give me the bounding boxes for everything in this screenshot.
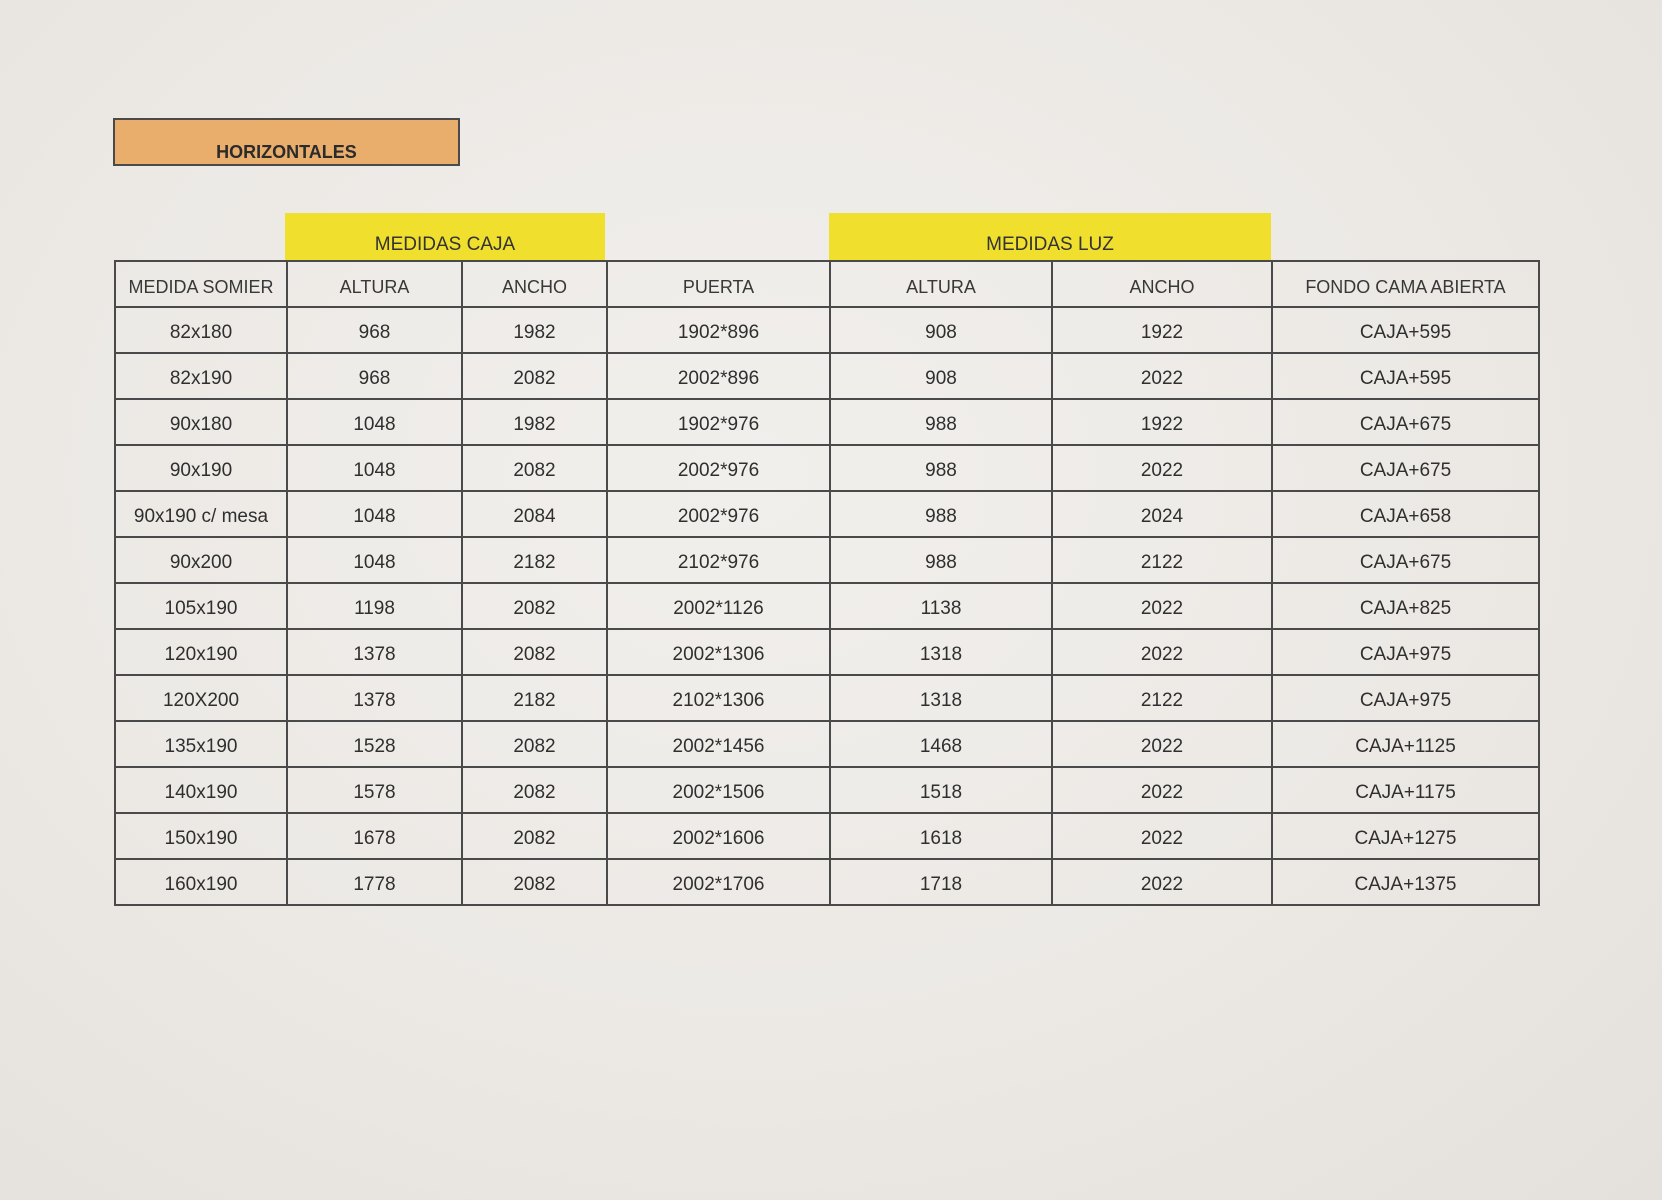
cell-caja-ancho: 1982 xyxy=(462,399,607,445)
cell-caja-altura: 1578 xyxy=(287,767,462,813)
cell-medida-somier: 90x200 xyxy=(115,537,287,583)
cell-luz-altura: 1468 xyxy=(830,721,1052,767)
table-row xyxy=(115,721,1539,767)
table-row xyxy=(115,767,1539,813)
table-header-row xyxy=(115,261,1539,307)
cell-medida-somier: 160x190 xyxy=(115,859,287,905)
cell-caja-altura: 1378 xyxy=(287,675,462,721)
table-row xyxy=(115,537,1539,583)
cell-caja-ancho: 2082 xyxy=(462,721,607,767)
cell-medida-somier: 82x190 xyxy=(115,353,287,399)
cell-puerta: 2002*1126 xyxy=(607,583,830,629)
cell-caja-altura: 1048 xyxy=(287,445,462,491)
column-header-caja-altura: ALTURA xyxy=(287,261,462,307)
cell-caja-altura: 968 xyxy=(287,353,462,399)
cell-fondo-cama-abierta: CAJA+675 xyxy=(1272,445,1539,491)
cell-luz-ancho: 2022 xyxy=(1052,859,1272,905)
cell-luz-altura: 988 xyxy=(830,491,1052,537)
cell-puerta: 2002*1506 xyxy=(607,767,830,813)
cell-medida-somier: 140x190 xyxy=(115,767,287,813)
cell-caja-ancho: 2084 xyxy=(462,491,607,537)
cell-fondo-cama-abierta: CAJA+595 xyxy=(1272,353,1539,399)
table-row xyxy=(115,491,1539,537)
cell-luz-ancho: 2022 xyxy=(1052,445,1272,491)
cell-medida-somier: 150x190 xyxy=(115,813,287,859)
group-header-medidas-luz: MEDIDAS LUZ xyxy=(829,213,1271,260)
cell-luz-altura: 988 xyxy=(830,445,1052,491)
cell-caja-ancho: 2082 xyxy=(462,813,607,859)
cell-luz-ancho: 2022 xyxy=(1052,629,1272,675)
cell-puerta: 2002*1606 xyxy=(607,813,830,859)
cell-caja-ancho: 2182 xyxy=(462,537,607,583)
cell-medida-somier: 90x190 c/ mesa xyxy=(115,491,287,537)
cell-caja-altura: 1048 xyxy=(287,491,462,537)
cell-fondo-cama-abierta: CAJA+975 xyxy=(1272,629,1539,675)
cell-caja-ancho: 2082 xyxy=(462,859,607,905)
cell-luz-ancho: 1922 xyxy=(1052,307,1272,353)
table-row xyxy=(115,307,1539,353)
cell-luz-altura: 1618 xyxy=(830,813,1052,859)
cell-luz-altura: 908 xyxy=(830,307,1052,353)
cell-luz-altura: 1318 xyxy=(830,629,1052,675)
cell-fondo-cama-abierta: CAJA+1125 xyxy=(1272,721,1539,767)
cell-caja-ancho: 2182 xyxy=(462,675,607,721)
cell-puerta: 2002*1456 xyxy=(607,721,830,767)
cell-fondo-cama-abierta: CAJA+1375 xyxy=(1272,859,1539,905)
table-row xyxy=(115,445,1539,491)
cell-luz-altura: 1518 xyxy=(830,767,1052,813)
table-row xyxy=(115,813,1539,859)
measurements-table-container xyxy=(114,260,1538,906)
cell-luz-ancho: 2022 xyxy=(1052,813,1272,859)
cell-luz-ancho: 2022 xyxy=(1052,767,1272,813)
cell-medida-somier: 120X200 xyxy=(115,675,287,721)
cell-caja-altura: 1048 xyxy=(287,537,462,583)
table-row xyxy=(115,353,1539,399)
cell-puerta: 2102*976 xyxy=(607,537,830,583)
cell-puerta: 2002*1706 xyxy=(607,859,830,905)
cell-fondo-cama-abierta: CAJA+675 xyxy=(1272,399,1539,445)
column-header-puerta: PUERTA xyxy=(607,261,830,307)
cell-medida-somier: 120x190 xyxy=(115,629,287,675)
cell-caja-ancho: 2082 xyxy=(462,353,607,399)
cell-puerta: 2102*1306 xyxy=(607,675,830,721)
cell-medida-somier: 90x190 xyxy=(115,445,287,491)
column-header-medida-somier: MEDIDA SOMIER xyxy=(115,261,287,307)
table-row xyxy=(115,399,1539,445)
table-body xyxy=(115,307,1539,905)
cell-medida-somier: 105x190 xyxy=(115,583,287,629)
table-row xyxy=(115,583,1539,629)
cell-puerta: 1902*896 xyxy=(607,307,830,353)
cell-puerta: 2002*976 xyxy=(607,445,830,491)
cell-medida-somier: 82x180 xyxy=(115,307,287,353)
cell-luz-altura: 1138 xyxy=(830,583,1052,629)
cell-fondo-cama-abierta: CAJA+1275 xyxy=(1272,813,1539,859)
cell-luz-altura: 908 xyxy=(830,353,1052,399)
table-row xyxy=(115,859,1539,905)
cell-puerta: 2002*1306 xyxy=(607,629,830,675)
cell-puerta: 2002*896 xyxy=(607,353,830,399)
cell-caja-ancho: 2082 xyxy=(462,767,607,813)
group-header-medidas-caja: MEDIDAS CAJA xyxy=(285,213,605,260)
cell-caja-ancho: 2082 xyxy=(462,445,607,491)
cell-luz-ancho: 2022 xyxy=(1052,721,1272,767)
column-header-luz-ancho: ANCHO xyxy=(1052,261,1272,307)
cell-caja-ancho: 2082 xyxy=(462,583,607,629)
cell-caja-altura: 1048 xyxy=(287,399,462,445)
cell-caja-altura: 968 xyxy=(287,307,462,353)
cell-puerta: 2002*976 xyxy=(607,491,830,537)
cell-luz-altura: 1718 xyxy=(830,859,1052,905)
cell-caja-ancho: 2082 xyxy=(462,629,607,675)
cell-luz-ancho: 2022 xyxy=(1052,353,1272,399)
cell-luz-ancho: 2122 xyxy=(1052,675,1272,721)
cell-luz-altura: 988 xyxy=(830,537,1052,583)
column-header-fondo-cama-abierta: FONDO CAMA ABIERTA xyxy=(1272,261,1539,307)
column-header-caja-ancho: ANCHO xyxy=(462,261,607,307)
cell-fondo-cama-abierta: CAJA+825 xyxy=(1272,583,1539,629)
cell-luz-ancho: 2022 xyxy=(1052,583,1272,629)
column-header-luz-altura: ALTURA xyxy=(830,261,1052,307)
cell-fondo-cama-abierta: CAJA+658 xyxy=(1272,491,1539,537)
cell-luz-altura: 1318 xyxy=(830,675,1052,721)
cell-fondo-cama-abierta: CAJA+975 xyxy=(1272,675,1539,721)
table-row xyxy=(115,629,1539,675)
cell-luz-altura: 988 xyxy=(830,399,1052,445)
cell-caja-altura: 1378 xyxy=(287,629,462,675)
cell-caja-altura: 1528 xyxy=(287,721,462,767)
cell-luz-ancho: 1922 xyxy=(1052,399,1272,445)
table-row xyxy=(115,675,1539,721)
section-title: HORIZONTALES xyxy=(113,118,460,166)
cell-fondo-cama-abierta: CAJA+675 xyxy=(1272,537,1539,583)
cell-puerta: 1902*976 xyxy=(607,399,830,445)
cell-caja-ancho: 1982 xyxy=(462,307,607,353)
cell-caja-altura: 1778 xyxy=(287,859,462,905)
cell-fondo-cama-abierta: CAJA+1175 xyxy=(1272,767,1539,813)
cell-luz-ancho: 2122 xyxy=(1052,537,1272,583)
cell-medida-somier: 90x180 xyxy=(115,399,287,445)
cell-caja-altura: 1678 xyxy=(287,813,462,859)
measurements-table xyxy=(114,260,1540,906)
cell-caja-altura: 1198 xyxy=(287,583,462,629)
cell-medida-somier: 135x190 xyxy=(115,721,287,767)
cell-fondo-cama-abierta: CAJA+595 xyxy=(1272,307,1539,353)
cell-luz-ancho: 2024 xyxy=(1052,491,1272,537)
